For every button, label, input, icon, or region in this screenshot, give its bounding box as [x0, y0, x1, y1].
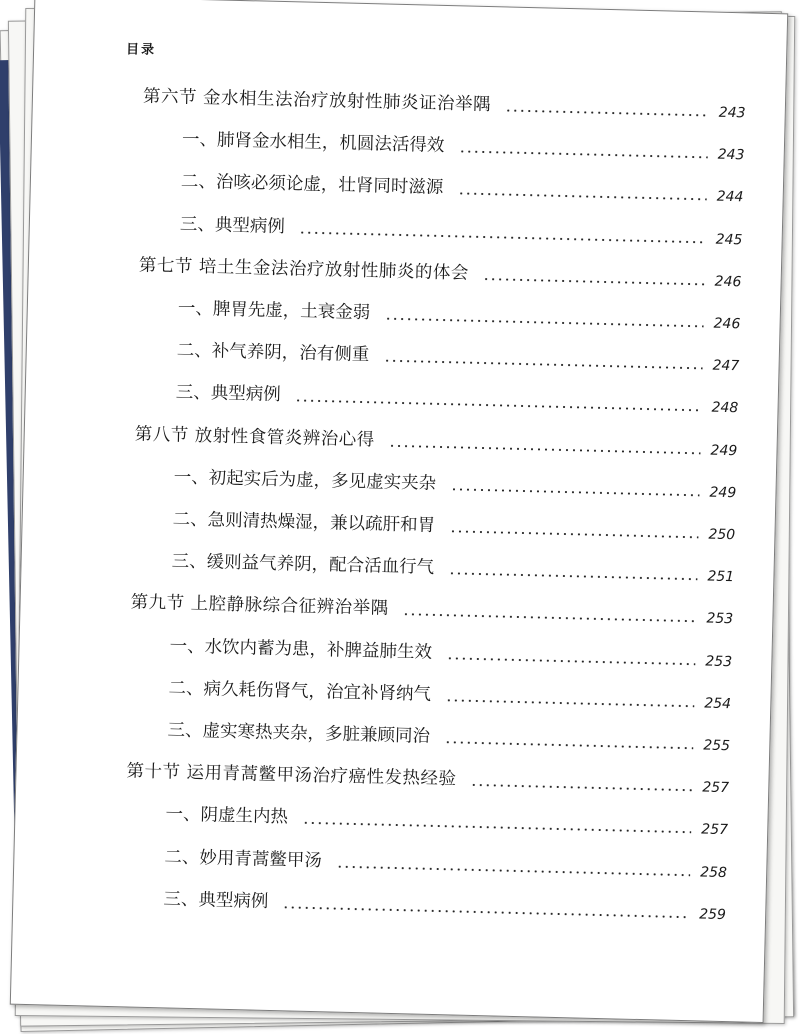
- toc-entry-title: 三、缓则益气养阴，配合活血行气: [171, 551, 435, 579]
- toc-entry-title: 三、典型病例: [175, 382, 281, 406]
- dot-leader: [384, 360, 703, 370]
- dot-leader: [446, 657, 695, 665]
- toc-entry-page-number: 259: [698, 906, 727, 923]
- toc-subsection-entry: [13, 880, 766, 928]
- toc-subsection-entry: [26, 332, 779, 380]
- toc-entry-page-number: 254: [704, 695, 732, 712]
- toc-entry-page-number: 248: [711, 399, 739, 417]
- dot-leader: [282, 906, 689, 918]
- table-of-contents: [11, 0, 787, 1022]
- toc-entry-title: 三、虚实寒热夹杂，多脏兼顾同治: [167, 720, 431, 747]
- toc-entry-title: 第十节 运用青蒿鳖甲汤治疗癌性发热经验: [126, 761, 457, 790]
- toc-entry-title: 一、肺肾金水相生，机圆法活得效: [181, 129, 445, 157]
- toc-entry-title: 二、补气养阴，治有侧重: [176, 340, 370, 366]
- toc-entry-title: 一、脾胃先虚，土衰金弱: [177, 298, 371, 324]
- toc-entry-page-number: 253: [706, 610, 734, 628]
- toc-subsection-entry: [28, 290, 781, 338]
- toc-entry-title: 三、典型病例: [163, 889, 269, 912]
- toc-subsection-entry: [32, 121, 785, 169]
- toc-subsection-entry: [15, 796, 768, 844]
- dot-leader: [450, 488, 699, 496]
- toc-entry-title: 三、典型病例: [179, 214, 286, 237]
- toc-subsection-entry: [21, 543, 774, 591]
- toc-entry-title: 第八节 放射性食管炎辨治心得: [134, 424, 375, 450]
- contents-page: [10, 0, 788, 1023]
- dot-leader: [449, 530, 698, 538]
- dot-leader: [505, 109, 709, 116]
- running-head: 目录: [125, 42, 157, 58]
- toc-subsection-entry: [17, 712, 770, 760]
- toc-entry-page-number: 257: [701, 821, 729, 839]
- toc-entry-page-number: 244: [716, 189, 744, 206]
- toc-entry-page-number: 243: [718, 104, 746, 122]
- dot-leader: [336, 865, 690, 876]
- toc-entry-page-number: 255: [703, 737, 731, 755]
- toc-subsection-entry: [14, 838, 767, 886]
- toc-entry-page-number: 250: [708, 526, 736, 544]
- dot-leader: [445, 699, 694, 707]
- dot-leader: [458, 193, 707, 201]
- toc-entry-title: 二、病久耗伤肾气，治宜补肾纳气: [168, 678, 432, 705]
- toc-entry-title: 二、急则清热燥湿，兼以疏肝和胃: [172, 509, 436, 536]
- toc-subsection-entry: [23, 459, 776, 507]
- toc-subsection-entry: [30, 205, 783, 253]
- toc-entry-page-number: 257: [702, 779, 730, 797]
- toc-entry-title: 一、阴虚生内热: [165, 804, 289, 828]
- toc-section-entry: [20, 585, 773, 633]
- toc-section-entry: [16, 754, 769, 802]
- dot-leader: [483, 278, 705, 285]
- toc-entry-page-number: 246: [713, 315, 741, 333]
- toc-entry-page-number: 251: [707, 568, 735, 586]
- dot-leader: [448, 572, 697, 580]
- toc-section-entry: [24, 416, 777, 464]
- toc-subsection-entry: [19, 627, 772, 675]
- toc-entry-title: 一、水饮内蓄为患，补脾益肺生效: [169, 636, 433, 663]
- toc-entry-page-number: 249: [710, 442, 738, 459]
- dot-leader: [299, 231, 706, 243]
- toc-entry-page-number: 249: [709, 484, 737, 502]
- dot-leader: [402, 614, 696, 623]
- toc-subsection-entry: [25, 374, 778, 422]
- dot-leader: [302, 822, 691, 834]
- toc-section-entry: [33, 79, 786, 127]
- toc-subsection-entry: [22, 501, 775, 549]
- dot-leader: [295, 400, 702, 412]
- toc-entry-page-number: 245: [715, 231, 743, 248]
- toc-entry-page-number: 243: [717, 146, 745, 164]
- toc-entry-title: 第七节 培土生金法治疗放射性肺炎的体会: [138, 255, 470, 284]
- toc-entry-page-number: 246: [714, 273, 742, 291]
- toc-entry-title: 二、妙用青蒿鳖甲汤: [164, 846, 323, 871]
- toc-subsection-entry: [31, 163, 784, 211]
- toc-entry-page-number: 247: [712, 357, 740, 375]
- toc-entry-title: 一、初起实后为虚，多见虚实夹杂: [173, 467, 437, 494]
- dot-leader: [385, 318, 704, 328]
- dot-leader: [459, 151, 708, 159]
- toc-entry-title: 第九节 上腔静脉综合征辨治举隅: [130, 592, 389, 620]
- toc-entry-title: 第六节 金水相生法治疗放射性肺炎证治举隅: [142, 86, 492, 116]
- dot-leader: [444, 741, 693, 749]
- dot-leader: [470, 784, 692, 791]
- toc-entry-page-number: 258: [700, 864, 728, 881]
- toc-subsection-entry: [18, 670, 771, 718]
- dot-leader: [389, 444, 701, 454]
- toc-entry-page-number: 253: [705, 653, 733, 670]
- toc-section-entry: [29, 248, 782, 296]
- toc-entry-title: 二、治咳必须论虚，壮肾同时滋源: [180, 171, 444, 199]
